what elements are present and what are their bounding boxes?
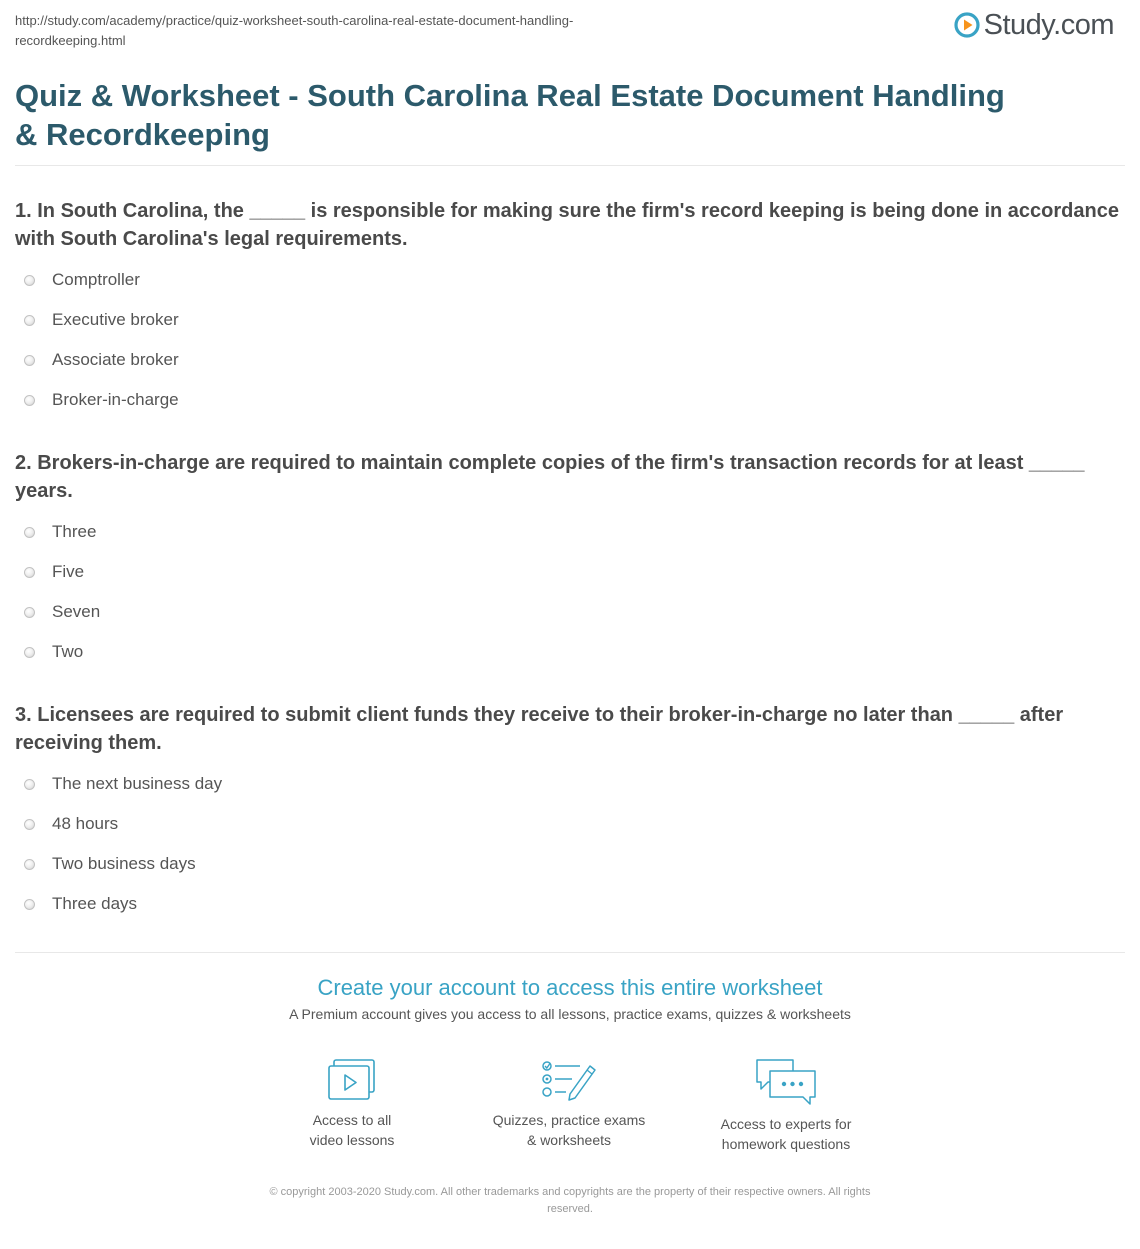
answer-option[interactable] bbox=[15, 340, 179, 380]
feature-label-line-2: homework questions bbox=[721, 1136, 851, 1152]
answer-label: Associate broker bbox=[52, 350, 179, 369]
feature-label-line-1: Access to experts for bbox=[720, 1116, 852, 1132]
answer-label: Three bbox=[52, 522, 97, 541]
answer-option[interactable] bbox=[15, 300, 179, 340]
answer-label: Two business days bbox=[52, 854, 196, 873]
radio-button[interactable] bbox=[24, 819, 35, 830]
chat-bubbles-icon bbox=[754, 1058, 818, 1106]
answer-label: Comptroller bbox=[52, 270, 140, 289]
feature-video-lessons bbox=[252, 1058, 452, 1150]
copyright-line-1: © copyright 2003-2020 Study.com. All other trademarks and copyrights are the property of their respective owners. All rights bbox=[269, 1186, 871, 1198]
study-logo[interactable] bbox=[954, 8, 1114, 42]
radio-button[interactable] bbox=[24, 395, 35, 406]
radio-button[interactable] bbox=[24, 859, 35, 870]
feature-quizzes bbox=[469, 1058, 669, 1150]
feature-experts bbox=[686, 1058, 886, 1154]
answer-option[interactable] bbox=[15, 632, 100, 672]
page-title: Quiz & Worksheet - South Carolina Real Estate Document Handling & Recordkeeping bbox=[15, 78, 1005, 152]
create-account-link[interactable]: Create your account to access this entire worksheet bbox=[317, 975, 823, 1000]
feature-label-line-1: Access to all bbox=[312, 1112, 392, 1128]
answer-option[interactable] bbox=[15, 592, 100, 632]
radio-button[interactable] bbox=[24, 275, 35, 286]
answer-option[interactable] bbox=[15, 884, 222, 924]
cta-divider bbox=[15, 952, 1125, 953]
cta-subtitle: A Premium account gives you access to all lessons, practice exams, quizzes & worksheets bbox=[289, 1006, 851, 1022]
question-1-options bbox=[15, 260, 179, 420]
play-logo-icon bbox=[954, 12, 980, 38]
question-2: 2. Brokers-in-charge are required to maintain complete copies of the firm's transaction records for at least _____ years. bbox=[15, 452, 1085, 502]
answer-option[interactable] bbox=[15, 764, 222, 804]
radio-button[interactable] bbox=[24, 355, 35, 366]
answer-option[interactable] bbox=[15, 804, 222, 844]
page-url bbox=[15, 11, 735, 51]
answer-label: 48 hours bbox=[52, 814, 119, 833]
answer-label: Executive broker bbox=[52, 310, 179, 329]
radio-button[interactable] bbox=[24, 647, 35, 658]
answer-option[interactable] bbox=[15, 512, 100, 552]
quiz-checklist-icon bbox=[540, 1058, 598, 1102]
answer-option[interactable] bbox=[15, 844, 222, 884]
radio-button[interactable] bbox=[24, 607, 35, 618]
radio-button[interactable] bbox=[24, 527, 35, 538]
answer-option[interactable] bbox=[15, 552, 100, 592]
answer-label: Seven bbox=[52, 602, 101, 621]
radio-button[interactable] bbox=[24, 899, 35, 910]
feature-label-line-2: & worksheets bbox=[526, 1132, 612, 1148]
radio-button[interactable] bbox=[24, 567, 35, 578]
question-1: 1. In South Carolina, the _____ is responsible for making sure the firm's record keeping is being done in accordance with South Carolina's legal requirements. bbox=[15, 200, 1119, 250]
answer-label: Two bbox=[52, 642, 84, 661]
feature-label-line-2: video lessons bbox=[309, 1132, 395, 1148]
answer-label: Broker-in-charge bbox=[52, 390, 179, 409]
answer-label: The next business day bbox=[52, 774, 223, 793]
page-url-line-1: http://study.com/academy/practice/quiz-worksheet-south-carolina-real-estate-document-handling- bbox=[15, 13, 574, 28]
answer-option[interactable] bbox=[15, 260, 179, 300]
feature-label-line-1: Quizzes, practice exams bbox=[492, 1112, 646, 1128]
copyright-footer bbox=[210, 1184, 930, 1218]
answer-label: Three days bbox=[52, 894, 138, 913]
answer-option[interactable] bbox=[15, 380, 179, 420]
title-divider bbox=[15, 165, 1125, 166]
question-3-options bbox=[15, 764, 222, 924]
page-url-line-2: recordkeeping.html bbox=[15, 33, 126, 48]
video-lessons-icon bbox=[326, 1058, 378, 1102]
answer-label: Five bbox=[52, 562, 85, 581]
question-2-options bbox=[15, 512, 100, 672]
signup-cta bbox=[0, 974, 1140, 1025]
radio-button[interactable] bbox=[24, 315, 35, 326]
copyright-line-2: reserved. bbox=[547, 1203, 593, 1215]
radio-button[interactable] bbox=[24, 779, 35, 790]
logo-text: Study.com bbox=[983, 9, 1114, 41]
question-3: 3. Licensees are required to submit client funds they receive to their broker-in-charge no later than _____ after receiving them. bbox=[15, 704, 1064, 754]
